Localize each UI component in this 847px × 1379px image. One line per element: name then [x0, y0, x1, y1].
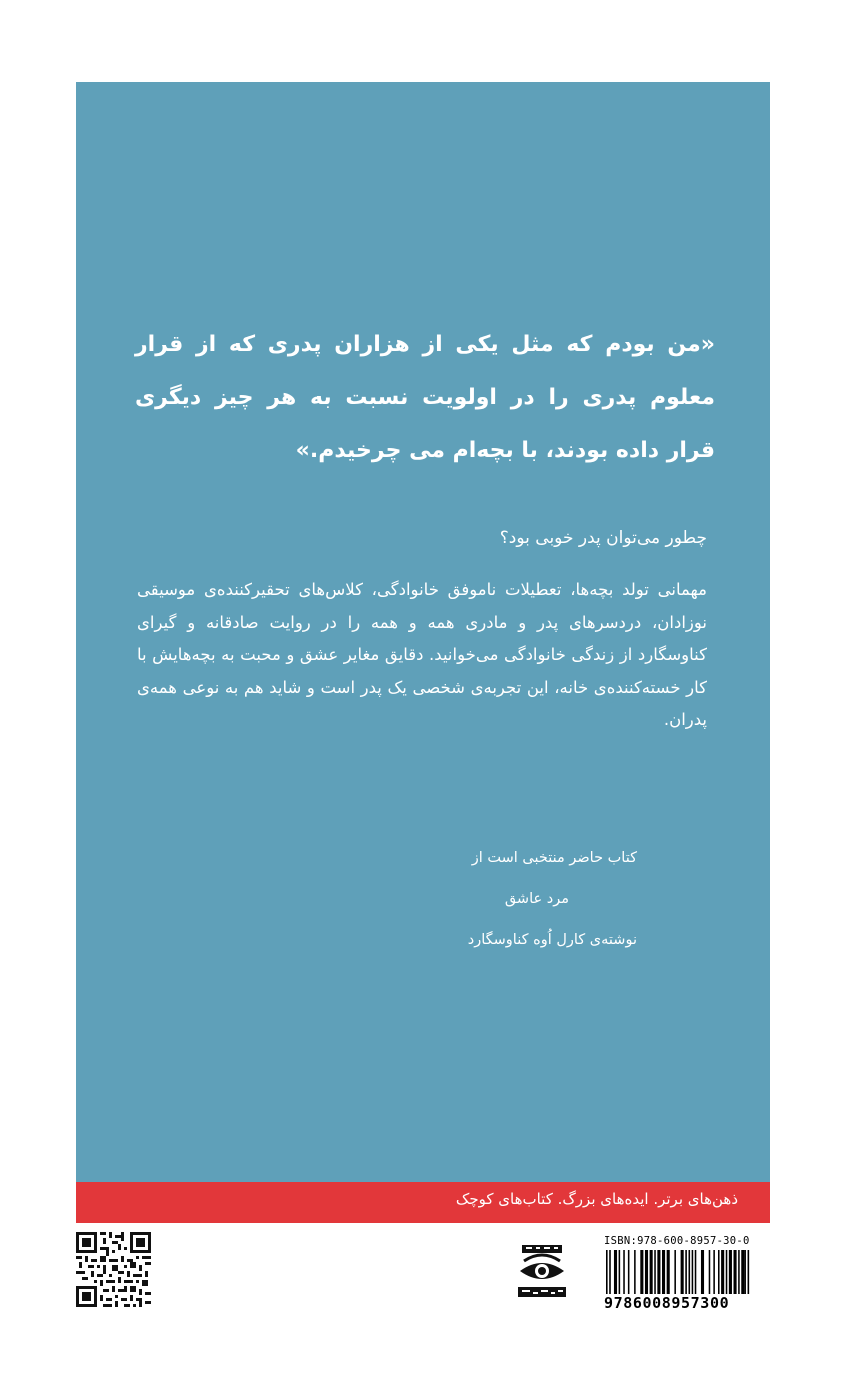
pull-quote: «من بودم كه مثل يكى از هزاران پدرى كه از قرار معلوم پدرى را در اولويت نسبت به هر چيز ديگرى قرار داده بودند، با بچه‌ام مى چرخيدم.»: [135, 332, 715, 463]
publisher-logo-icon: [512, 1241, 572, 1303]
qr-code-icon: [76, 1232, 151, 1307]
credits-author-line: نوشته‌ی کارل اُوه کناوسگارد: [467, 932, 637, 948]
series-tagline-bar: [76, 1182, 770, 1223]
isbn-barcode-icon: [604, 1250, 770, 1298]
credits-source-line: کتاب حاضر منتخبی است از: [471, 850, 637, 866]
blurb-description: مهمانی تولد بچه‌ها، تعطیلات ناموفق خانوادگی، کلاس‌های تحقیرکننده‌ی موسیقی نوزادان، دردسرهای پدر و مادری همه و همه را در روایت صادقانه و گیرای کناوسگارد از زندگی خانوادگی می‌خوانید. دقایق مغایر عشق و محبت به بچه‌هایش با کار خسته‌کننده‌ی خانه، این تجربه‌ی شخصی یک پدر است و شاید هم به نوعی همه‌ی پدران.: [137, 580, 707, 729]
series-tagline: ذهن‌های برتر. ایده‌های بزرگ. کتاب‌های کوچک: [455, 1190, 738, 1208]
blurb-question: چطور می‌توان پدر خوبی بود؟: [499, 528, 707, 548]
credits-book-title: مرد عاشق: [504, 891, 569, 907]
isbn-label: ISBN:978-600-8957-30-0: [604, 1235, 750, 1247]
barcode-digits: 9786008957300: [604, 1294, 770, 1312]
